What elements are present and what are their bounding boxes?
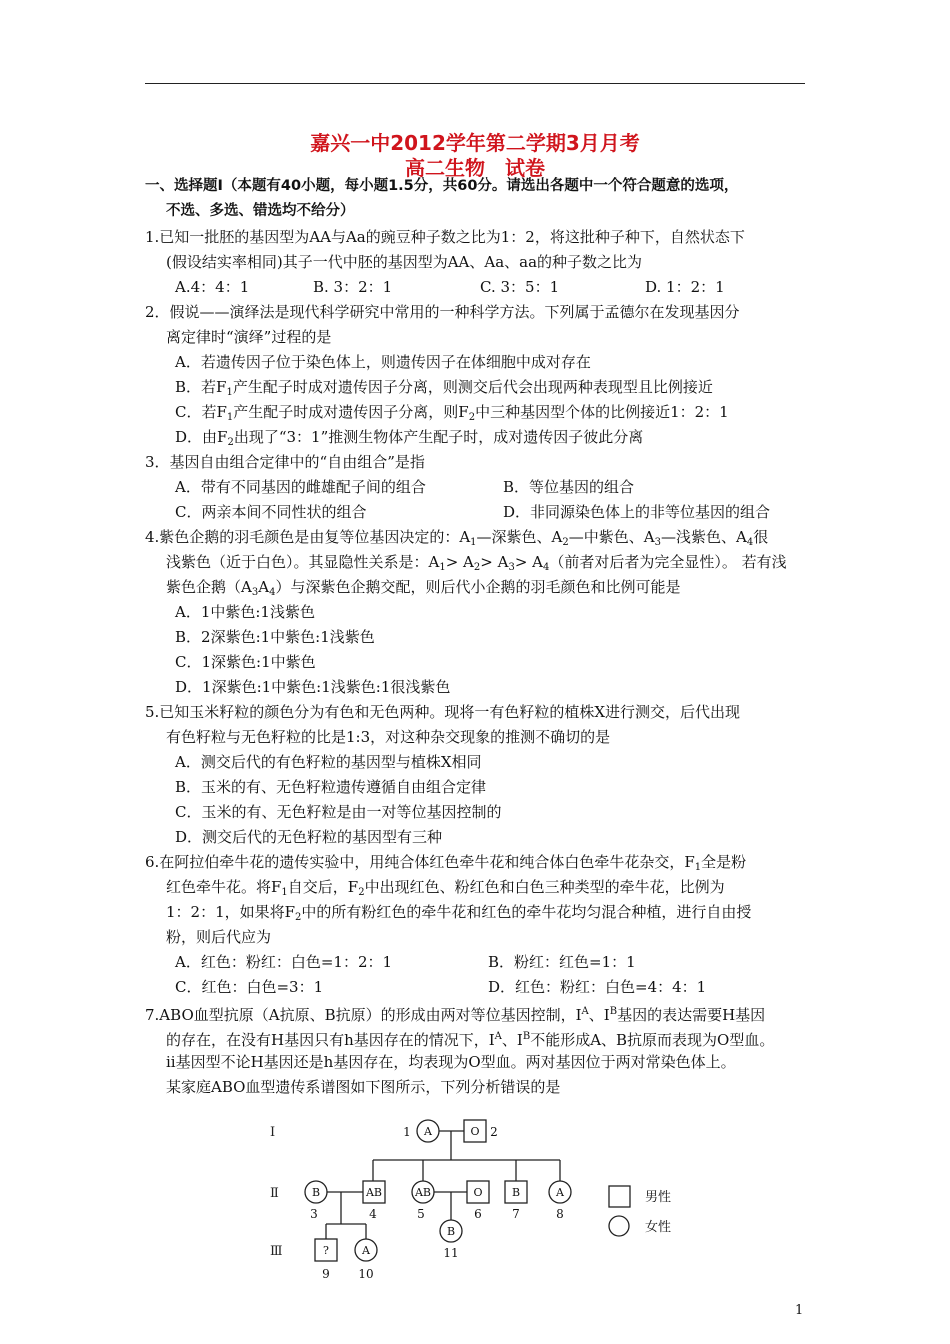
q4-stem-cont: 浅紫色（近于白色）。其显隐性关系是：$A_1> A_2> A_3> A_4$（前者对后者为完全显性）。 若有浅 bbox=[166, 553, 787, 573]
number-3: 3 bbox=[310, 1207, 318, 1221]
q7-stem-cont3: 某家庭ABO血型遗传系谱图如下图所示，下列分析错误的是 bbox=[166, 1078, 561, 1096]
symbol-7: B bbox=[511, 1186, 521, 1199]
number-11: 11 bbox=[443, 1246, 459, 1260]
q5-option-a: A．测交后代的有色籽粒的基因型与植株X相同 bbox=[175, 753, 482, 771]
symbol-9: ? bbox=[323, 1244, 329, 1257]
q3-option-a: A．带有不同基因的雌雄配子间的组合 bbox=[175, 478, 426, 496]
q1-option-d: D. 1：2：1 bbox=[645, 278, 725, 296]
q7-stem-cont2: ii基因型不论H基因还是h基因存在，均表现为O型血。两对基因位于两对常染色体上。 bbox=[166, 1053, 736, 1071]
q2-stem: 2．假说——演绎法是现代科学研究中常用的一种科学方法。下列属于孟德尔在发现基因分 bbox=[145, 303, 740, 321]
q3-option-b: B．等位基因的组合 bbox=[503, 478, 635, 496]
number-8: 8 bbox=[556, 1207, 564, 1221]
legend-female-circle bbox=[609, 1216, 629, 1236]
symbol-11: B bbox=[446, 1225, 456, 1238]
symbol-3: B bbox=[311, 1186, 321, 1199]
section-heading-cont: 不选、多选、错选均不给分） bbox=[166, 203, 355, 219]
gen-label-3: Ⅲ bbox=[270, 1244, 283, 1259]
q2-stem-cont: 离定律时“演绎”过程的是 bbox=[166, 328, 332, 346]
symbol-2: O bbox=[470, 1125, 480, 1138]
symbol-1: A bbox=[424, 1125, 432, 1138]
q6-stem-cont: 红色牵牛花。将$F_1$自交后，$F_2$中出现红色、粉红色和白色三种类型的牵牛花，比例为 bbox=[166, 878, 725, 898]
number-4: 4 bbox=[369, 1207, 377, 1221]
q5-stem: 5.已知玉米籽粒的颜色分为有色和无色两种。现将一有色籽粒的植株X进行测交，后代出现 bbox=[145, 703, 740, 721]
q3-stem: 3．基因自由组合定律中的“自由组合”是指 bbox=[145, 453, 425, 471]
q3-option-d: D．非同源染色体上的非等位基因的组合 bbox=[503, 503, 771, 521]
q1-option-b: B. 3：2：1 bbox=[313, 278, 393, 296]
q7-stem: 7.ABO血型抗原（A抗原、B抗原）的形成由两对等位基因控制，$I^A$、$I^B$基因的表达需要H基因 bbox=[145, 1006, 766, 1024]
symbol-4: AB bbox=[365, 1186, 383, 1199]
number-2: 2 bbox=[490, 1125, 498, 1139]
q4-stem-cont2: 紫色企鹅$(A_3A_4)$与深紫色企鹅交配，则后代小企鹅的羽毛颜色和比例可能是 bbox=[166, 578, 681, 598]
q6-option-b: B．粉红：红色=1：1 bbox=[488, 953, 636, 971]
q5-option-c: C．玉米的有、无色籽粒是由一对等位基因控制的 bbox=[175, 803, 502, 821]
q3-option-c: C．两亲本间不同性状的组合 bbox=[175, 503, 367, 521]
q4-option-b: B．2深紫色:1中紫色:1浅紫色 bbox=[175, 628, 375, 646]
q2-option-c: C．若$F_1$产生配子时成对遗传因子分离，则$F_2$中三种基因型个体的比例接近1：2：1 bbox=[175, 403, 729, 423]
q1-option-a: A.4：4：1 bbox=[175, 278, 250, 296]
symbol-10: A bbox=[362, 1244, 370, 1257]
symbol-8: A bbox=[556, 1186, 564, 1199]
legend-female-label: 女性 bbox=[645, 1220, 672, 1235]
q7-stem-cont: 的存在，在没有H基因只有h基因存在的情况下，$I^A$、$I^B$不能形成A、B抗原而表现为O型血。 bbox=[166, 1031, 775, 1049]
legend-male-square bbox=[609, 1186, 630, 1207]
q4-option-c: C．1深紫色:1中紫色 bbox=[175, 653, 316, 671]
q1-stem: 1.已知一批胚的基因型为AA与Aa的豌豆种子数之比为1：2，将这批种子种下，自然状态下 bbox=[145, 228, 745, 246]
q6-option-d: D．红色：粉红：白色=4：4：1 bbox=[488, 978, 707, 996]
symbol-5: AB bbox=[414, 1186, 432, 1199]
exam-title: 嘉兴一中2012学年第二学期3月月考 bbox=[310, 131, 640, 155]
q4-option-a: A．1中紫色:1浅紫色 bbox=[175, 603, 315, 621]
number-10: 10 bbox=[358, 1267, 374, 1281]
q5-option-d: D．测交后代的无色籽粒的基因型有三种 bbox=[175, 828, 443, 846]
exam-subtitle: 高二生物 试卷 bbox=[405, 156, 545, 180]
symbol-6: O bbox=[473, 1186, 483, 1199]
page-number: 1 bbox=[795, 1303, 804, 1318]
q6-option-a: A．红色：粉红：白色=1：2：1 bbox=[175, 953, 393, 971]
q6-stem: 6.在阿拉伯牵牛花的遗传实验中，用纯合体红色牵牛花和纯合体白色牵牛花杂交，$F_1$全是粉 bbox=[145, 853, 747, 873]
number-7: 7 bbox=[512, 1207, 520, 1221]
q5-option-b: B．玉米的有、无色籽粒遗传遵循自由组合定律 bbox=[175, 778, 487, 796]
gen-label-2: Ⅱ bbox=[270, 1186, 279, 1201]
section-heading: 一、选择题Ⅰ（本题有40小题，每小题1.5分，共60分。请选出各题中一个符合题意的选项， bbox=[145, 178, 739, 194]
number-1: 1 bbox=[403, 1125, 411, 1139]
q1-stem-cont: (假设结实率相同)其子一代中胚的基因型为AA、Aa、aa的种子数之比为 bbox=[166, 253, 643, 271]
q6-option-c: C．红色：白色=3：1 bbox=[175, 978, 324, 996]
number-9: 9 bbox=[322, 1267, 330, 1281]
q4-option-d: D．1深紫色:1中紫色:1浅紫色:1很浅紫色 bbox=[175, 678, 451, 696]
number-6: 6 bbox=[474, 1207, 482, 1221]
q5-stem-cont: 有色籽粒与无色籽粒的比是1:3，对这种杂交现象的推测不确切的是 bbox=[166, 728, 611, 746]
q2-option-a: A．若遗传因子位于染色体上，则遗传因子在体细胞中成对存在 bbox=[175, 353, 591, 371]
q1-option-c: C. 3：5：1 bbox=[480, 278, 560, 296]
legend-male-label: 男性 bbox=[645, 1190, 672, 1205]
q2-option-b: B．若$F_1$产生配子时成对遗传因子分离，则测交后代会出现两种表现型且比例接近 bbox=[175, 378, 713, 398]
gen-label-1: Ⅰ bbox=[270, 1125, 276, 1140]
q6-stem-cont2: 1：2：1，如果将$F_2$中的所有粉红色的牵牛花和红色的牵牛花均匀混合种植，进行自由授 bbox=[166, 903, 752, 923]
q2-option-d: D．由$F_2$出现了“3：1”推测生物体产生配子时，成对遗传因子彼此分离 bbox=[175, 428, 644, 448]
q4-stem: 4.紫色企鹅的羽毛颜色是由复等位基因决定的：$A_1—$深紫色、$A_2—$中紫色、$A_3—$浅紫色、$A_4$很 bbox=[145, 528, 769, 548]
number-5: 5 bbox=[417, 1207, 425, 1221]
q6-stem-cont3: 粉，则后代应为 bbox=[166, 928, 272, 946]
